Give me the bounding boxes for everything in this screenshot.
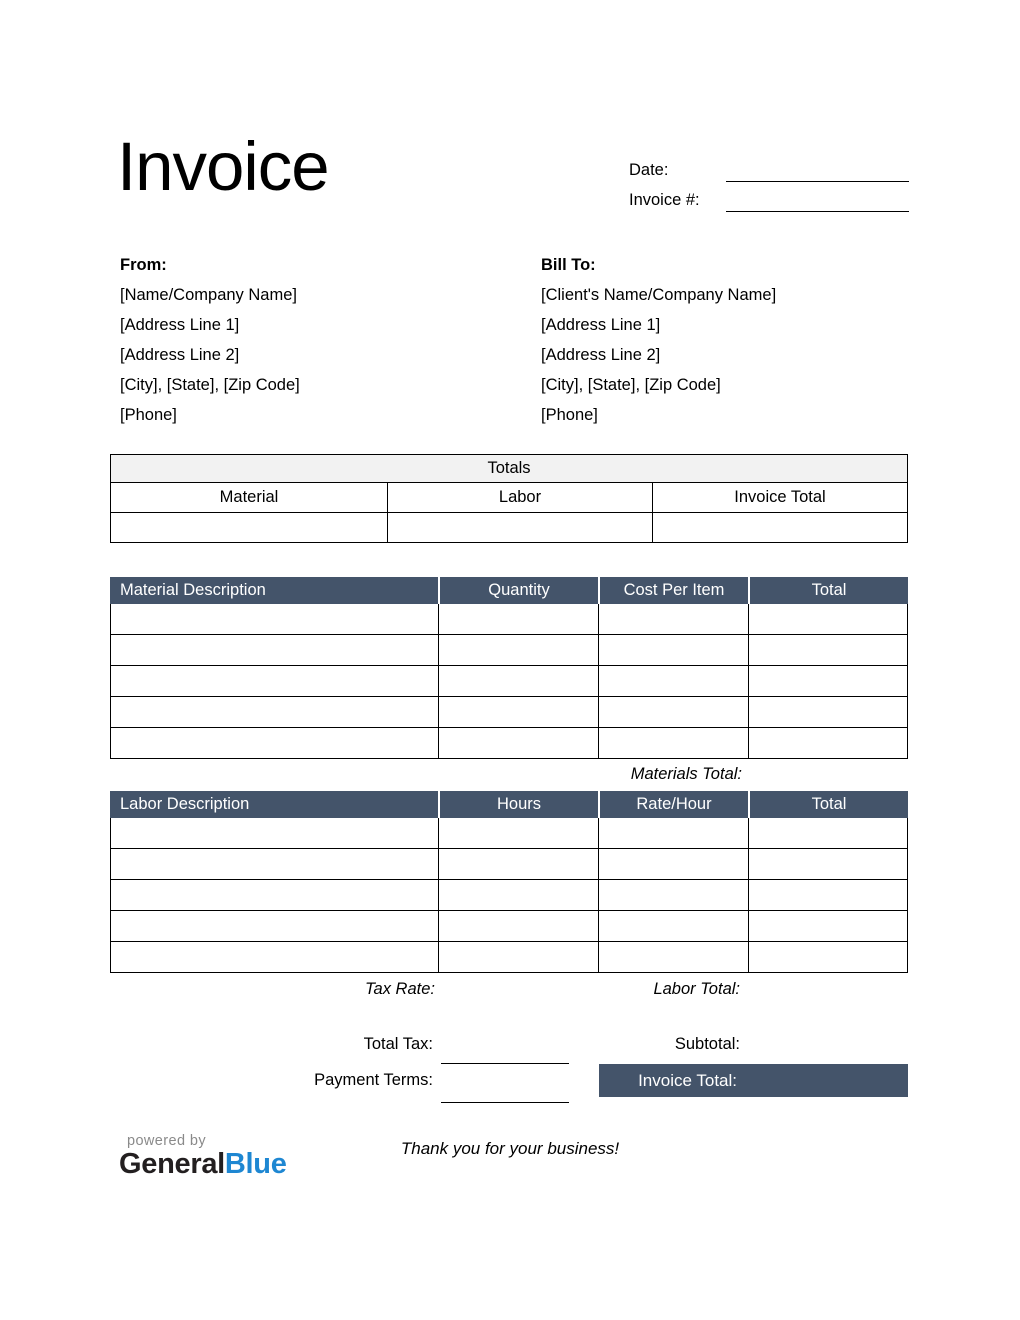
invoice-number-label: Invoice #: — [629, 191, 700, 209]
bill-to-section — [541, 250, 776, 430]
labor-hours-cell[interactable] — [438, 818, 598, 848]
material-description-cell[interactable] — [111, 697, 438, 727]
from-phone-line: [Phone] — [120, 406, 177, 424]
materials-column-description: Material Description — [120, 581, 266, 599]
from-name-line: [Name/Company Name] — [120, 286, 297, 304]
labor-column-rate-per-hour: Rate/Hour — [598, 791, 748, 818]
labor-total-cell[interactable] — [748, 942, 907, 972]
tax-rate-label: Tax Rate: — [364, 980, 435, 998]
total-tax-input-line[interactable] — [441, 1046, 569, 1064]
total-tax-label: Total Tax: — [363, 1035, 433, 1053]
payment-terms-label: Payment Terms: — [314, 1071, 433, 1089]
totals-table-title: Totals — [111, 455, 907, 483]
labor-table-row — [111, 911, 907, 942]
labor-total-cell[interactable] — [748, 818, 907, 848]
page-title: Invoice — [117, 128, 329, 205]
material-total-cell[interactable] — [748, 697, 907, 727]
from-address2-line: [Address Line 2] — [120, 346, 240, 364]
from-label: From: — [120, 256, 167, 274]
material-cost-cell[interactable] — [598, 604, 748, 634]
totals-column-invoice-total: Invoice Total — [652, 483, 907, 512]
labor-rate-cell[interactable] — [598, 911, 748, 941]
bill-to-phone-line: [Phone] — [541, 406, 598, 424]
thank-you-message: Thank you for your business! — [400, 1139, 620, 1158]
from-city-line: [City], [State], [Zip Code] — [120, 376, 300, 394]
labor-hours-cell[interactable] — [438, 942, 598, 972]
materials-table-body — [110, 604, 908, 759]
material-total-cell[interactable] — [748, 635, 907, 665]
brand-general-text: General — [119, 1148, 225, 1180]
totals-header-row — [111, 483, 907, 513]
labor-column-hours: Hours — [438, 791, 598, 818]
materials-table-row — [111, 635, 907, 666]
labor-rate-cell[interactable] — [598, 880, 748, 910]
materials-column-cost-per-item: Cost Per Item — [598, 577, 748, 604]
totals-invoice-total-value-cell[interactable] — [652, 513, 907, 542]
date-input-line[interactable] — [726, 164, 909, 182]
material-description-cell[interactable] — [111, 604, 438, 634]
labor-table — [110, 791, 908, 973]
material-quantity-cell[interactable] — [438, 697, 598, 727]
payment-terms-input-line[interactable] — [441, 1085, 569, 1103]
labor-rate-cell[interactable] — [598, 849, 748, 879]
material-cost-cell[interactable] — [598, 635, 748, 665]
labor-table-header — [110, 791, 908, 818]
material-description-cell[interactable] — [111, 728, 438, 758]
materials-table-row — [111, 666, 907, 697]
materials-column-total: Total — [748, 577, 908, 604]
material-quantity-cell[interactable] — [438, 728, 598, 758]
totals-material-value-cell[interactable] — [111, 513, 387, 542]
labor-table-row — [111, 880, 907, 911]
material-quantity-cell[interactable] — [438, 666, 598, 696]
bill-to-city-line: [City], [State], [Zip Code] — [541, 376, 721, 394]
materials-table-row — [111, 604, 907, 635]
labor-description-cell[interactable] — [111, 818, 438, 848]
materials-column-quantity: Quantity — [438, 577, 598, 604]
labor-description-cell[interactable] — [111, 911, 438, 941]
labor-rate-cell[interactable] — [598, 818, 748, 848]
labor-total-label: Labor Total: — [653, 980, 740, 998]
labor-total-cell[interactable] — [748, 880, 907, 910]
from-address1-line: [Address Line 1] — [120, 316, 240, 334]
labor-description-cell[interactable] — [111, 942, 438, 972]
material-total-cell[interactable] — [748, 666, 907, 696]
material-cost-cell[interactable] — [598, 697, 748, 727]
date-label: Date: — [629, 161, 669, 179]
totals-column-labor: Labor — [387, 483, 652, 512]
labor-total-cell[interactable] — [748, 849, 907, 879]
material-cost-cell[interactable] — [598, 728, 748, 758]
material-cost-cell[interactable] — [598, 666, 748, 696]
brand-blue-text: Blue — [224, 1148, 287, 1180]
material-description-cell[interactable] — [111, 666, 438, 696]
totals-summary-table — [110, 454, 908, 543]
totals-values-row — [111, 513, 907, 542]
labor-hours-cell[interactable] — [438, 880, 598, 910]
materials-table — [110, 577, 908, 759]
materials-table-header — [110, 577, 908, 604]
labor-table-row — [111, 818, 907, 849]
labor-hours-cell[interactable] — [438, 849, 598, 879]
totals-labor-value-cell[interactable] — [387, 513, 652, 542]
bill-to-address1-line: [Address Line 1] — [541, 316, 661, 334]
labor-table-row — [111, 942, 907, 973]
materials-table-row — [111, 697, 907, 728]
subtotal-label: Subtotal: — [674, 1035, 740, 1053]
material-quantity-cell[interactable] — [438, 604, 598, 634]
labor-rate-cell[interactable] — [598, 942, 748, 972]
bill-to-name-line: [Client's Name/Company Name] — [541, 286, 777, 304]
material-quantity-cell[interactable] — [438, 635, 598, 665]
invoice-total-box: Invoice Total: — [599, 1064, 908, 1097]
labor-table-row — [111, 849, 907, 880]
totals-column-material: Material — [219, 488, 279, 506]
labor-table-body — [110, 818, 908, 973]
labor-column-description: Labor Description — [120, 795, 250, 813]
materials-table-row — [111, 728, 907, 759]
labor-description-cell[interactable] — [111, 849, 438, 879]
from-section — [120, 250, 300, 430]
material-description-cell[interactable] — [111, 635, 438, 665]
labor-total-cell[interactable] — [748, 911, 907, 941]
material-total-cell[interactable] — [748, 604, 907, 634]
bill-to-address2-line: [Address Line 2] — [541, 346, 661, 364]
bill-to-label: Bill To: — [541, 256, 596, 274]
invoice-number-input-line[interactable] — [726, 194, 909, 212]
labor-column-total: Total — [748, 791, 908, 818]
labor-hours-cell[interactable] — [438, 911, 598, 941]
materials-total-label: Materials Total: — [630, 765, 742, 783]
powered-by-text: powered by — [127, 1133, 206, 1149]
material-total-cell[interactable] — [748, 728, 907, 758]
labor-description-cell[interactable] — [111, 880, 438, 910]
